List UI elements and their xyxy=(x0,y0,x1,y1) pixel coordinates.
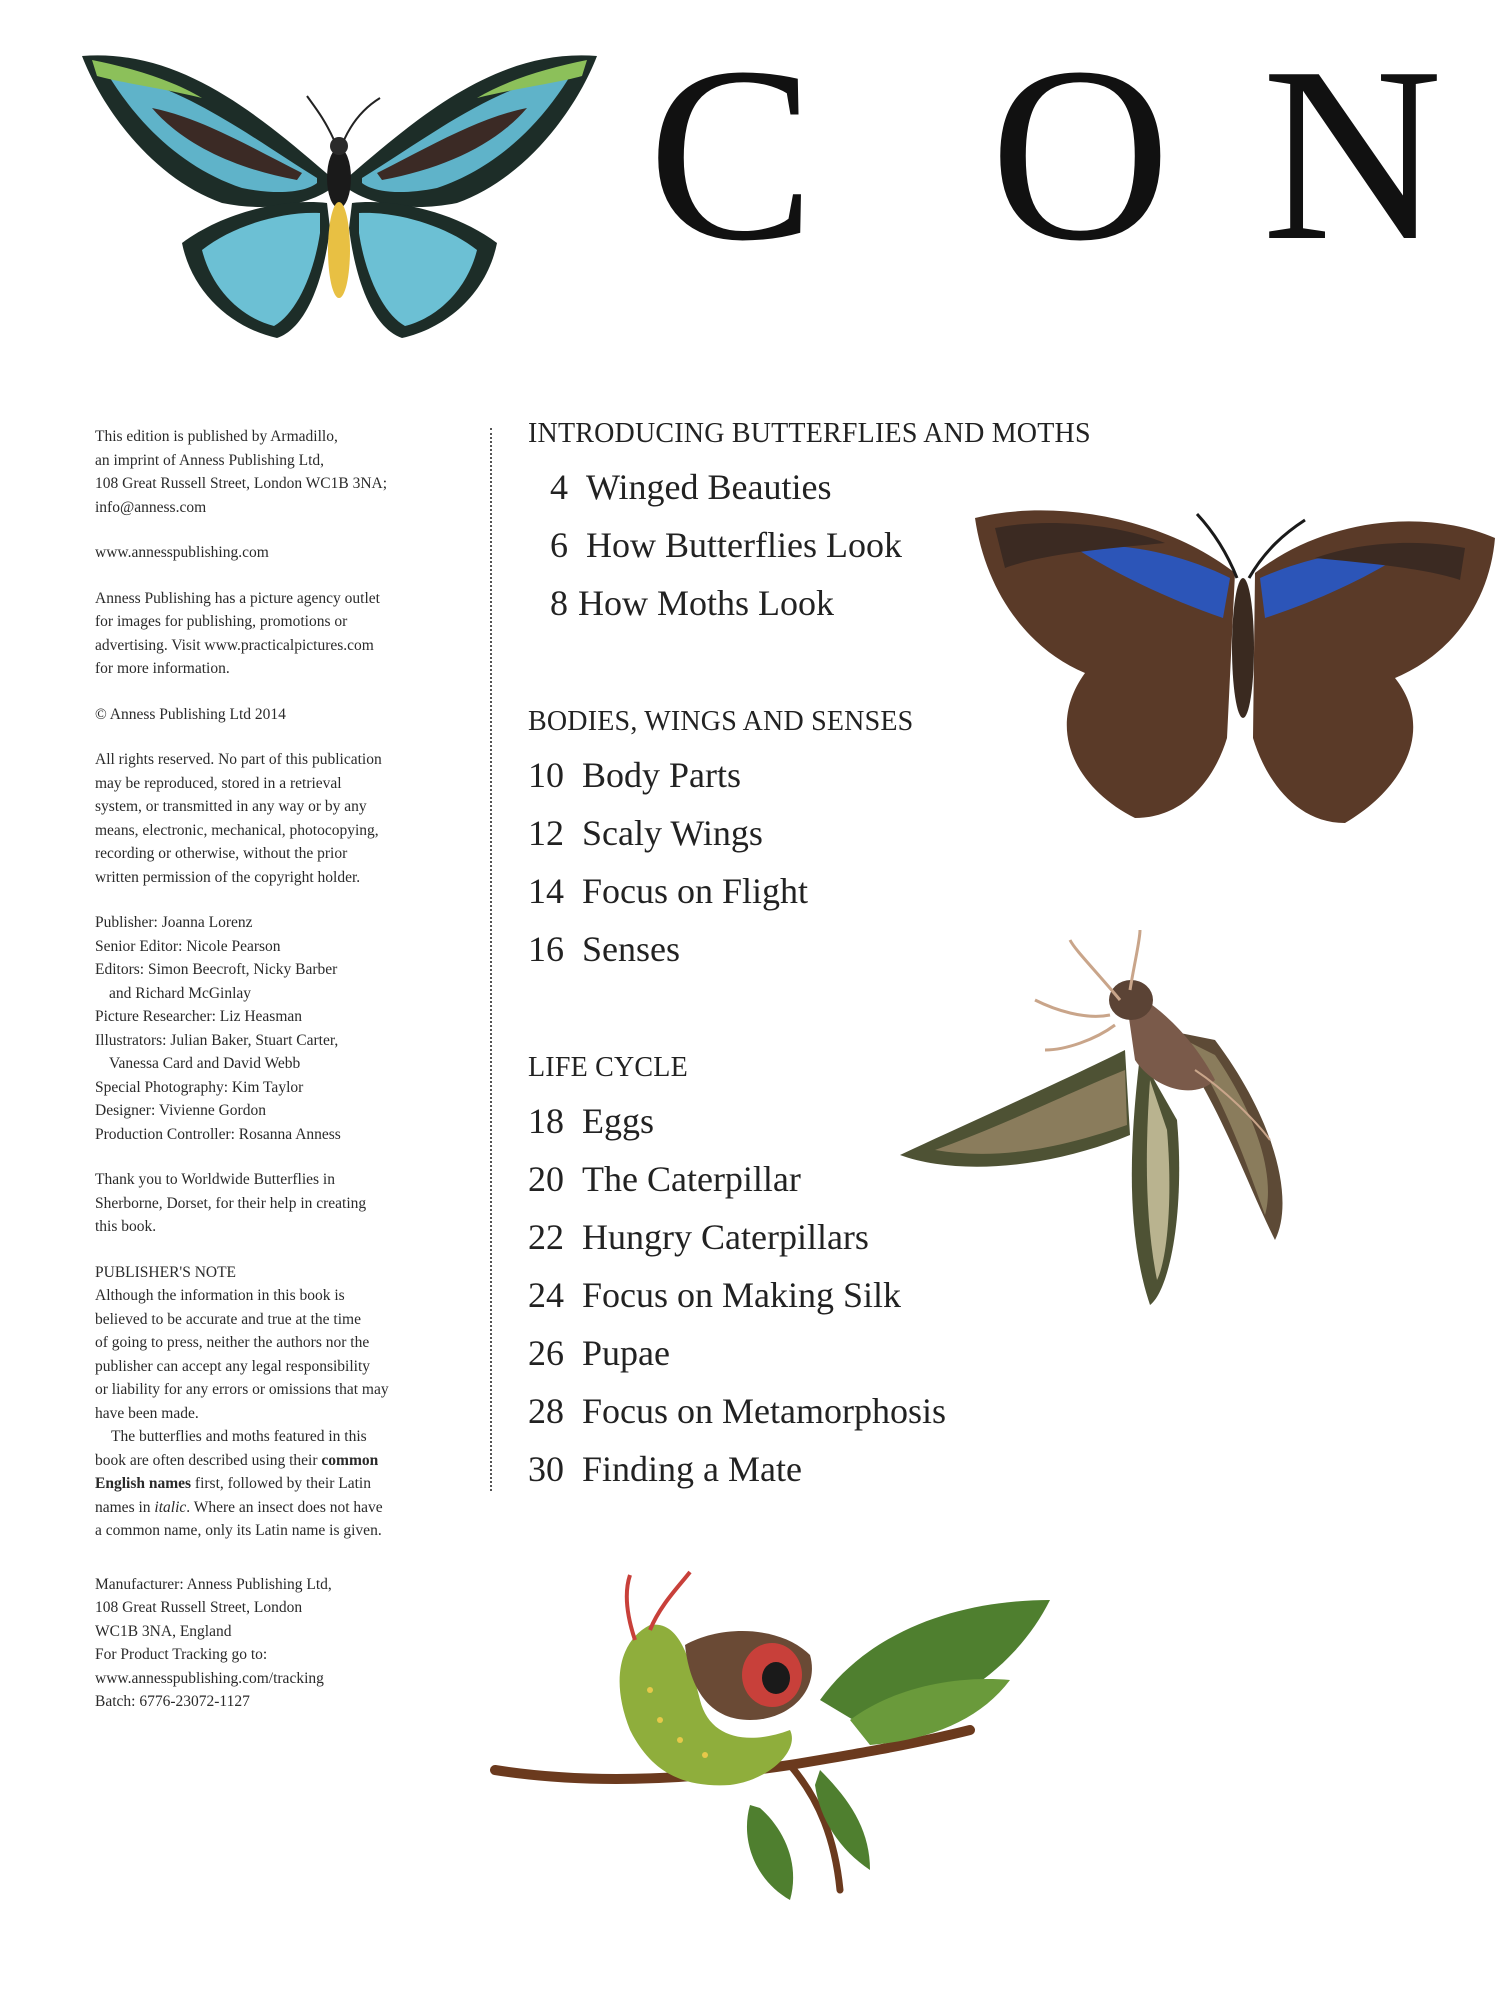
imprint-line: Manufacturer: Anness Publishing Ltd, xyxy=(95,1575,332,1593)
credit-line: and Richard McGinlay xyxy=(109,984,252,1002)
toc-page-number: 30 xyxy=(528,1449,564,1489)
toc-entry[interactable] xyxy=(528,928,680,970)
imprint-line: Although the information in this book is xyxy=(95,1287,345,1304)
title-letter-n: N xyxy=(1262,16,1443,293)
toc-entry[interactable] xyxy=(528,1216,869,1258)
imprint-line: The butterflies and moths featured in this xyxy=(111,1428,367,1445)
credit-line: Senior Editor: Nicole Pearson xyxy=(95,937,281,955)
imprint-line: publisher can accept any legal responsibility xyxy=(95,1357,371,1375)
title-letter-o: O xyxy=(990,16,1171,293)
toc-page-number: 20 xyxy=(528,1159,564,1199)
imprint-line: 108 Great Russell Street, London WC1B 3NA; xyxy=(95,475,388,492)
toc-title: Hungry Caterpillars xyxy=(582,1217,869,1257)
dotted-divider xyxy=(490,428,492,1491)
section-heading-bodies: BODIES, WINGS AND SENSES xyxy=(528,706,914,737)
toc-title: Focus on Metamorphosis xyxy=(582,1391,946,1431)
imprint-line: this book. xyxy=(95,1218,157,1235)
toc-title: Winged Beauties xyxy=(586,467,832,507)
hawkmoth-illustration xyxy=(895,930,1335,1330)
hairstreak-butterfly-illustration xyxy=(965,478,1500,848)
imprint-line: may be reproduced, stored in a retrieval xyxy=(95,774,342,792)
toc-entry[interactable] xyxy=(528,1332,670,1374)
imprint-line: Sherborne, Dorset, for their help in creating xyxy=(95,1194,367,1212)
credit-line: Special Photography: Kim Taylor xyxy=(95,1078,304,1096)
imprint-line: a common name, only its Latin name is given. xyxy=(95,1522,382,1539)
credit-line: Picture Researcher: Liz Heasman xyxy=(95,1008,303,1025)
imprint-line: 108 Great Russell Street, London xyxy=(95,1599,303,1616)
toc-entry[interactable] xyxy=(528,812,763,854)
imprint-line: Anness Publishing has a picture agency outlet xyxy=(95,589,380,607)
imprint-line: believed to be accurate and true at the time xyxy=(95,1310,361,1328)
toc-title: How Moths Look xyxy=(578,583,835,623)
toc-entry[interactable] xyxy=(528,1100,654,1142)
imprint-line: of going to press, neither the authors nor the xyxy=(95,1334,370,1351)
toc-title: Senses xyxy=(582,929,680,969)
toc-page-number: 18 xyxy=(528,1101,564,1141)
toc-entry[interactable] xyxy=(528,1158,801,1200)
credit-line: Editors: Simon Beecroft, Nicky Barber xyxy=(95,961,338,978)
manufacturer-info xyxy=(95,1573,455,1714)
publishers-note-heading: PUBLISHER'S NOTE xyxy=(95,1263,237,1281)
imprint-line: Thank you to Worldwide Butterflies in xyxy=(95,1171,335,1188)
toc-page-number: 28 xyxy=(528,1391,564,1431)
imprint-line: for more information. xyxy=(95,660,230,677)
toc-title: Body Parts xyxy=(582,755,742,795)
toc-title: Scaly Wings xyxy=(582,813,763,853)
toc-page-number: 22 xyxy=(528,1217,564,1257)
toc-title: The Caterpillar xyxy=(582,1159,801,1199)
title-letter-c: C xyxy=(648,16,815,293)
tracking-link[interactable]: www.annesspublishing.com/tracking xyxy=(95,1669,324,1687)
credit-line: Illustrators: Julian Baker, Stuart Carter, xyxy=(95,1031,339,1049)
imprint-line: written permission of the copyright holder. xyxy=(95,868,361,886)
toc-page-number: 12 xyxy=(528,813,564,853)
credit-line: Production Controller: Rosanna Anness xyxy=(95,1125,341,1143)
toc-page-number: 16 xyxy=(528,929,564,969)
imprint-line: have been made. xyxy=(95,1404,199,1422)
imprint-line: For Product Tracking go to: xyxy=(95,1646,268,1663)
toc-page-number: 26 xyxy=(528,1333,564,1373)
imprint-line: advertising. Visit www.practicalpictures.com xyxy=(95,636,374,654)
toc-page-number: 4 xyxy=(550,467,568,507)
section-heading-life-cycle: LIFE CYCLE xyxy=(528,1052,688,1083)
toc-page-number: 24 xyxy=(528,1275,564,1315)
toc-page-number: 6 xyxy=(550,525,568,565)
imprint-line: an imprint of Anness Publishing Ltd, xyxy=(95,451,325,469)
imprint-line: for images for publishing, promotions or xyxy=(95,613,348,630)
imprint-column xyxy=(95,425,455,1736)
publishers-note xyxy=(95,1261,455,1543)
toc-title: How Butterflies Look xyxy=(586,525,902,565)
credit-line: Vanessa Card and David Webb xyxy=(109,1055,301,1072)
toc-entry[interactable] xyxy=(528,870,808,912)
toc-title: Focus on Making Silk xyxy=(582,1275,902,1315)
toc-entry[interactable] xyxy=(550,524,902,566)
toc-page-number: 8 xyxy=(550,583,568,623)
bold-term: English names xyxy=(95,1475,192,1492)
agency-info xyxy=(95,587,455,681)
copyright-line: © Anness Publishing Ltd 2014 xyxy=(95,705,286,723)
toc-entry[interactable] xyxy=(528,1448,802,1490)
imprint-line: WC1B 3NA, England xyxy=(95,1622,232,1640)
imprint-line: All rights reserved. No part of this publication xyxy=(95,751,382,768)
imprint-text: first, followed by their Latin xyxy=(191,1475,371,1492)
imprint-line: means, electronic, mechanical, photocopying, xyxy=(95,821,379,839)
italic-term: italic xyxy=(154,1498,187,1516)
imprint-line: recording or otherwise, without the prior xyxy=(95,845,348,862)
imprint-text: names in xyxy=(95,1498,155,1516)
toc-page-number: 10 xyxy=(528,755,564,795)
toc-entry[interactable] xyxy=(528,1390,946,1432)
imprint-text: book are often described using their xyxy=(95,1451,322,1469)
website-link[interactable]: www.annesspublishing.com xyxy=(95,544,269,561)
toc-entry[interactable] xyxy=(550,466,831,508)
toc-entry[interactable] xyxy=(550,582,834,624)
thanks xyxy=(95,1168,455,1239)
rights-notice xyxy=(95,748,455,889)
toc-title: Finding a Mate xyxy=(582,1449,802,1489)
batch-number: Batch: 6776-23072-1127 xyxy=(95,1693,250,1710)
credit-line: Designer: Vivienne Gordon xyxy=(95,1102,266,1119)
email-link[interactable]: info@anness.com xyxy=(95,498,207,516)
publisher-info xyxy=(95,425,455,519)
imprint-line: or liability for any errors or omissions that may xyxy=(95,1381,389,1398)
toc-entry[interactable] xyxy=(528,754,741,796)
toc-title: Pupae xyxy=(582,1333,670,1373)
credits xyxy=(95,911,455,1146)
imprint-line: This edition is published by Armadillo, xyxy=(95,428,338,445)
section-heading-introducing: INTRODUCING BUTTERFLIES AND MOTHS xyxy=(528,418,1091,449)
bold-term: common xyxy=(321,1451,379,1469)
toc-entry[interactable] xyxy=(528,1274,901,1316)
credit-line: Publisher: Joanna Lorenz xyxy=(95,914,253,931)
imprint-text: . Where an insect does not have xyxy=(186,1498,383,1516)
toc-title: Focus on Flight xyxy=(582,871,809,911)
imprint-line: system, or transmitted in any way or by any xyxy=(95,798,367,815)
birdwing-butterfly-illustration xyxy=(62,28,612,368)
toc-title: Eggs xyxy=(582,1101,654,1141)
caterpillar-on-branch-illustration xyxy=(490,1570,1070,1940)
toc-page-number: 14 xyxy=(528,871,564,911)
